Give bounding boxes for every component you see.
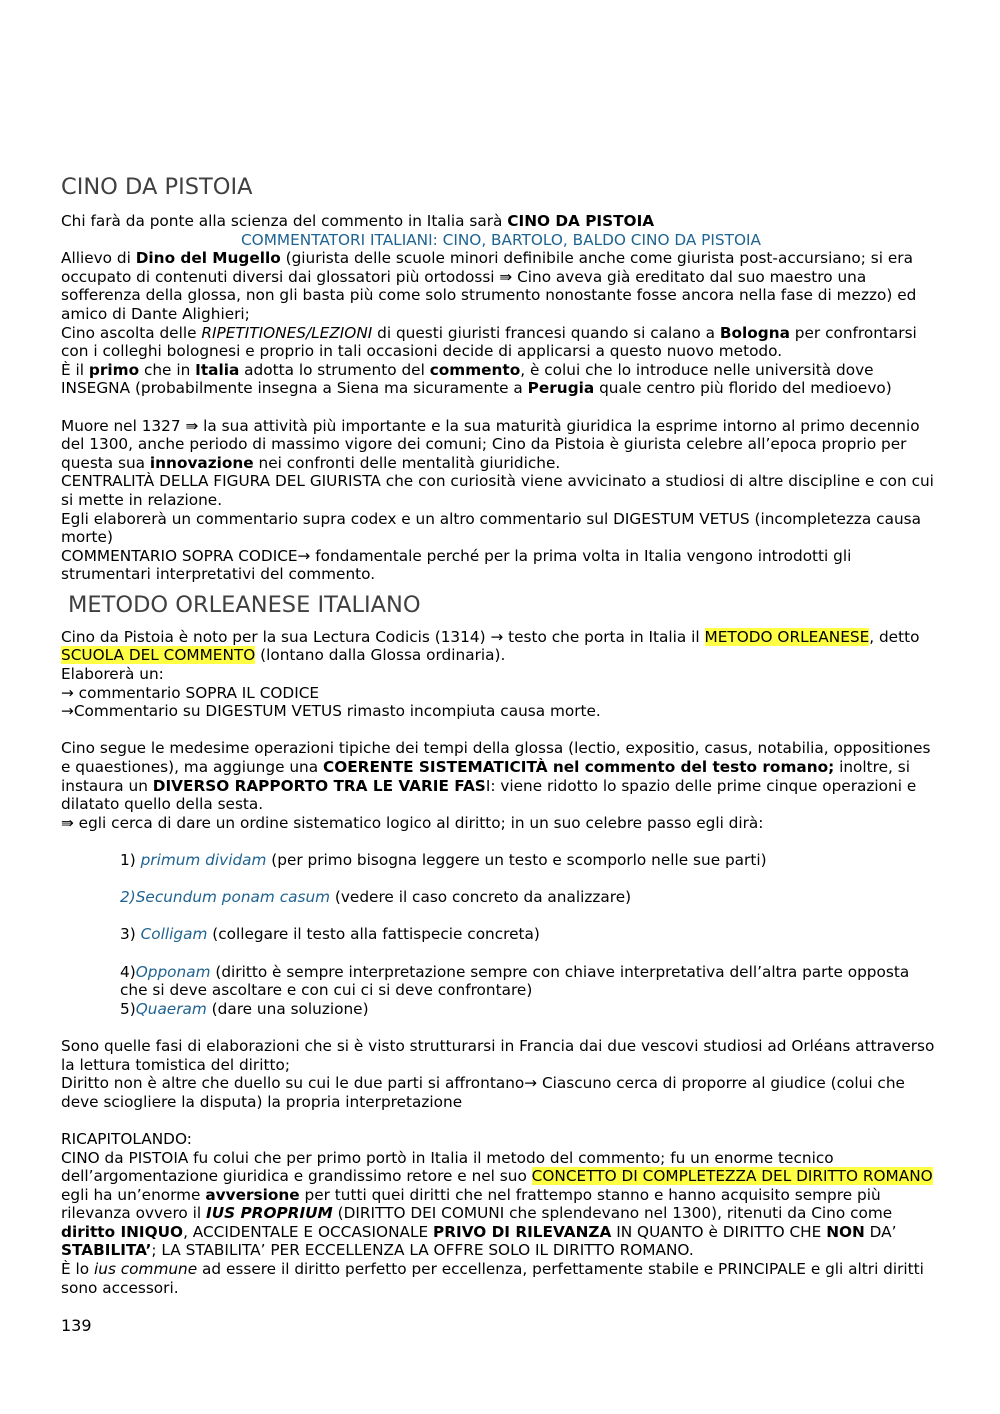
paragraph-ius-commune (61, 1260, 941, 1297)
text: , è colui che lo introduce nelle università dove INSEGNA (probabilmente insegna a Siena ma sicuramente a (61, 360, 874, 398)
text: Cino ascolta delle (61, 323, 202, 342)
text: (lontano dalla Glossa ordinaria). (255, 646, 506, 665)
paragraph-sopra-codice: → commentario SOPRA IL CODICE (61, 683, 320, 702)
text: ; LA STABILITA’ PER ECCELLENZA LA OFFRE SOLO IL DIRITTO ROMANO. (151, 1241, 694, 1260)
bold-text: NON (826, 1222, 865, 1241)
bold-text: commento (429, 360, 521, 379)
text: per confrontarsi con i colleghi bolognesi e proprio in tali occasioni decide di applicarsi a questo nuovo metodo. (61, 323, 917, 361)
text: , detto (869, 627, 920, 646)
page-number: 139 (61, 1316, 92, 1335)
text: (giurista delle scuole minori definibile anche come giurista post-accursiano; si era occupato di contenuti diversi dai glossatori più ortodossi ⇛ Cino aveva già ereditato dal suo maestro una sofferenza della glossa, non gli basta più come solo strumento nonostante fosse ancora nella fase di mezzo) ed amico di Dante Alighieri; (61, 249, 917, 323)
paragraph-centralita: CENTRALITÀ DELLA FIGURA DEL GIURISTA che con curiosità viene avvicinato a studiosi di altre discipline e con cui si mette in relazione. (61, 472, 934, 509)
paragraph-elaborera: Egli elaborerà un commentario supra codex e un altro commentario sul DIGESTUM VETUS (incompletezza causa morte) (61, 509, 921, 547)
bold-text: primo (88, 360, 140, 379)
text: Chi farà da ponte alla scienza del commento in Italia sarà (61, 212, 508, 230)
bold-text: COERENTE SISTEMATICITÀ nel commento del testo romano; (323, 758, 835, 777)
text: egli ha un’enorme (61, 1185, 206, 1204)
bold-text: CINO DA PISTOIA (507, 212, 655, 230)
paragraph-fasi: Sono quelle fasi di elaborazioni che si è visto strutturarsi in Francia dai due vescovi studiosi ad Orléans attraverso la lettura tomistica del diritto; (61, 1036, 935, 1074)
text: (collegare il testo alla fattispecie concreta) (207, 925, 540, 944)
text: (diritto è sempre interpretazione sempre con chiave interpretativa dell’altra parte opposta che si deve ascoltare e con cui ci si deve confrontare) (120, 962, 910, 1000)
list-item (120, 851, 941, 870)
bold-text: Bologna (719, 323, 790, 342)
list-item (120, 1000, 941, 1019)
text: I: viene ridotto lo spazio delle prime cinque operazioni e dilatato quello della sesta. (61, 776, 917, 814)
bold-text: DIVERSO RAPPORTO TRA LE VARIE FAS (152, 776, 486, 795)
text: DA’ (864, 1222, 897, 1241)
bold-text: avversione (205, 1185, 300, 1204)
spacer (120, 944, 941, 963)
spacer (61, 1111, 941, 1130)
text: 5) (120, 999, 136, 1018)
text: inoltre, si instaura un (61, 758, 910, 795)
paragraph-cino-segue (61, 739, 941, 813)
bold-text: Dino del Mugello (135, 249, 281, 268)
text: , ACCIDENTALE E OCCASIONALE (183, 1222, 434, 1241)
italic-term: primum dividam (140, 851, 267, 869)
section-title-cino: CINO DA PISTOIA (61, 174, 253, 200)
italic-term: Colligam (140, 925, 208, 944)
bold-italic-text: IUS PROPRIUM (206, 1204, 333, 1223)
paragraph-elaborera-un: Elaborerà un: (61, 665, 164, 684)
text: di questi giuristi francesi quando si calano a (372, 323, 720, 342)
text: 1) (120, 851, 141, 869)
paragraph-primo (61, 361, 941, 398)
bold-text: diritto INIQUO (61, 1222, 184, 1241)
text: Cino da Pistoia è noto per la sua Lectura Codicis (1314) → testo che porta in Italia il (61, 627, 705, 646)
bold-text: Perugia (527, 379, 595, 398)
italic-text: ius commune (94, 1260, 198, 1279)
text: Muore nel 1327 ⇛ la sua attività più importante e la sua maturità giuridica la esprime intorno al primo decennio del 1300, anche periodo di massimo vigore dei comuni; Cino da Pistoia è giurista celebre all’epoca proprio per questa sua (61, 416, 920, 472)
italic-term: Opponam (135, 962, 211, 981)
highlighted-text: METODO ORLEANESE (704, 627, 870, 646)
text: Cino segue le medesime operazioni tipiche dei tempi della glossa (lectio, expositio, casus, notabilia, oppositiones e quaestiones), ma aggiunge una (61, 739, 931, 777)
italic-term: Quaeram (135, 999, 207, 1018)
text: (dare una soluzione) (206, 999, 369, 1018)
section-title-metodo: METODO ORLEANESE ITALIANO (68, 591, 421, 618)
paragraph-summary (61, 1149, 941, 1261)
text: nei confronti delle mentalità giuridiche. (253, 453, 561, 472)
bold-text: PRIVO DI RILEVANZA (433, 1222, 612, 1241)
bold-text: Italia (195, 360, 240, 379)
text: adotta lo strumento del (239, 360, 430, 379)
text: 4) (120, 962, 136, 981)
subtitle-commentatori: COMMENTATORI ITALIANI: CINO, BARTOLO, BALDO CINO DA PISTOIA (241, 230, 761, 249)
spacer (61, 398, 941, 417)
text: (per primo bisogna leggere un testo e scomporlo nelle sue parti) (266, 851, 767, 869)
paragraph-ordine: ⇛ egli cerca di dare un ordine sistematico logico al diritto; in un suo celebre passo egli dirà: (61, 813, 764, 832)
text: che in (139, 360, 196, 379)
paragraph-commentario: COMMENTARIO SOPRA CODICE→ fondamentale perché per la prima volta in Italia vengono introdotti gli strumentari interpretativi del commento. (61, 546, 852, 584)
text: ad essere il diritto perfetto per eccellenza, perfettamente stabile e PRINCIPALE e gli altri diritti sono accessori. (61, 1260, 924, 1297)
document-page (61, 172, 941, 1297)
text: quale centro più florido del medioevo) (594, 379, 892, 398)
text: (vedere il caso concreto da analizzare) (330, 888, 632, 907)
paragraph-duello: Diritto non è altre che duello su cui le due parti si affrontano→ Ciascuno cerca di proporre al giudice (colui che deve sciogliere la disputa) la propria interpretazione (61, 1074, 905, 1111)
bold-text: STABILITA’ (61, 1241, 152, 1260)
text: per tutti quei diritti che nel frattempo stanno e hanno acquisito sempre più rilevanza ovvero il (61, 1185, 881, 1223)
list-item (120, 888, 941, 907)
text: 3) (120, 925, 141, 944)
spacer (61, 721, 941, 740)
spacer (61, 832, 941, 851)
steps-list (120, 851, 941, 1018)
bold-text: innovazione (149, 453, 254, 472)
highlighted-text: SCUOLA DEL COMMENTO (61, 646, 256, 665)
spacer (120, 870, 941, 889)
text: È lo (61, 1260, 94, 1279)
paragraph-ricapitolando: RICAPITOLANDO: (61, 1129, 192, 1148)
text: È il (61, 360, 89, 379)
highlighted-text: CONCETTO DI COMPLETEZZA DEL DIRITTO ROMANO (531, 1167, 933, 1186)
paragraph-digestum: →Commentario su DIGESTUM VETUS rimasto incompiuta causa morte. (61, 702, 601, 721)
text: IN QUANTO è DIRITTO CHE (611, 1222, 827, 1241)
paragraph-allievo (61, 249, 941, 323)
spacer (61, 1018, 941, 1037)
paragraph-lectura (61, 628, 941, 665)
intro-paragraph (61, 212, 941, 231)
spacer (120, 907, 941, 926)
paragraph-ripetitiones (61, 324, 941, 361)
italic-term: 2)Secundum ponam casum (120, 888, 331, 907)
italic-text: RIPETITIONES/LEZIONI (201, 323, 373, 342)
text: (DIRITTO DEI COMUNI che splendevano nel 1300), ritenuti da Cino come (332, 1204, 893, 1223)
list-item (120, 963, 941, 1000)
list-item (120, 925, 941, 944)
paragraph-muore (61, 417, 941, 473)
text: Allievo di (61, 249, 136, 268)
text: CINO da PISTOIA fu colui che per primo portò in Italia il metodo del commento; fu un enorme tecnico dell’argomentazione giuridica e grandissimo retore e nel suo (61, 1148, 834, 1186)
